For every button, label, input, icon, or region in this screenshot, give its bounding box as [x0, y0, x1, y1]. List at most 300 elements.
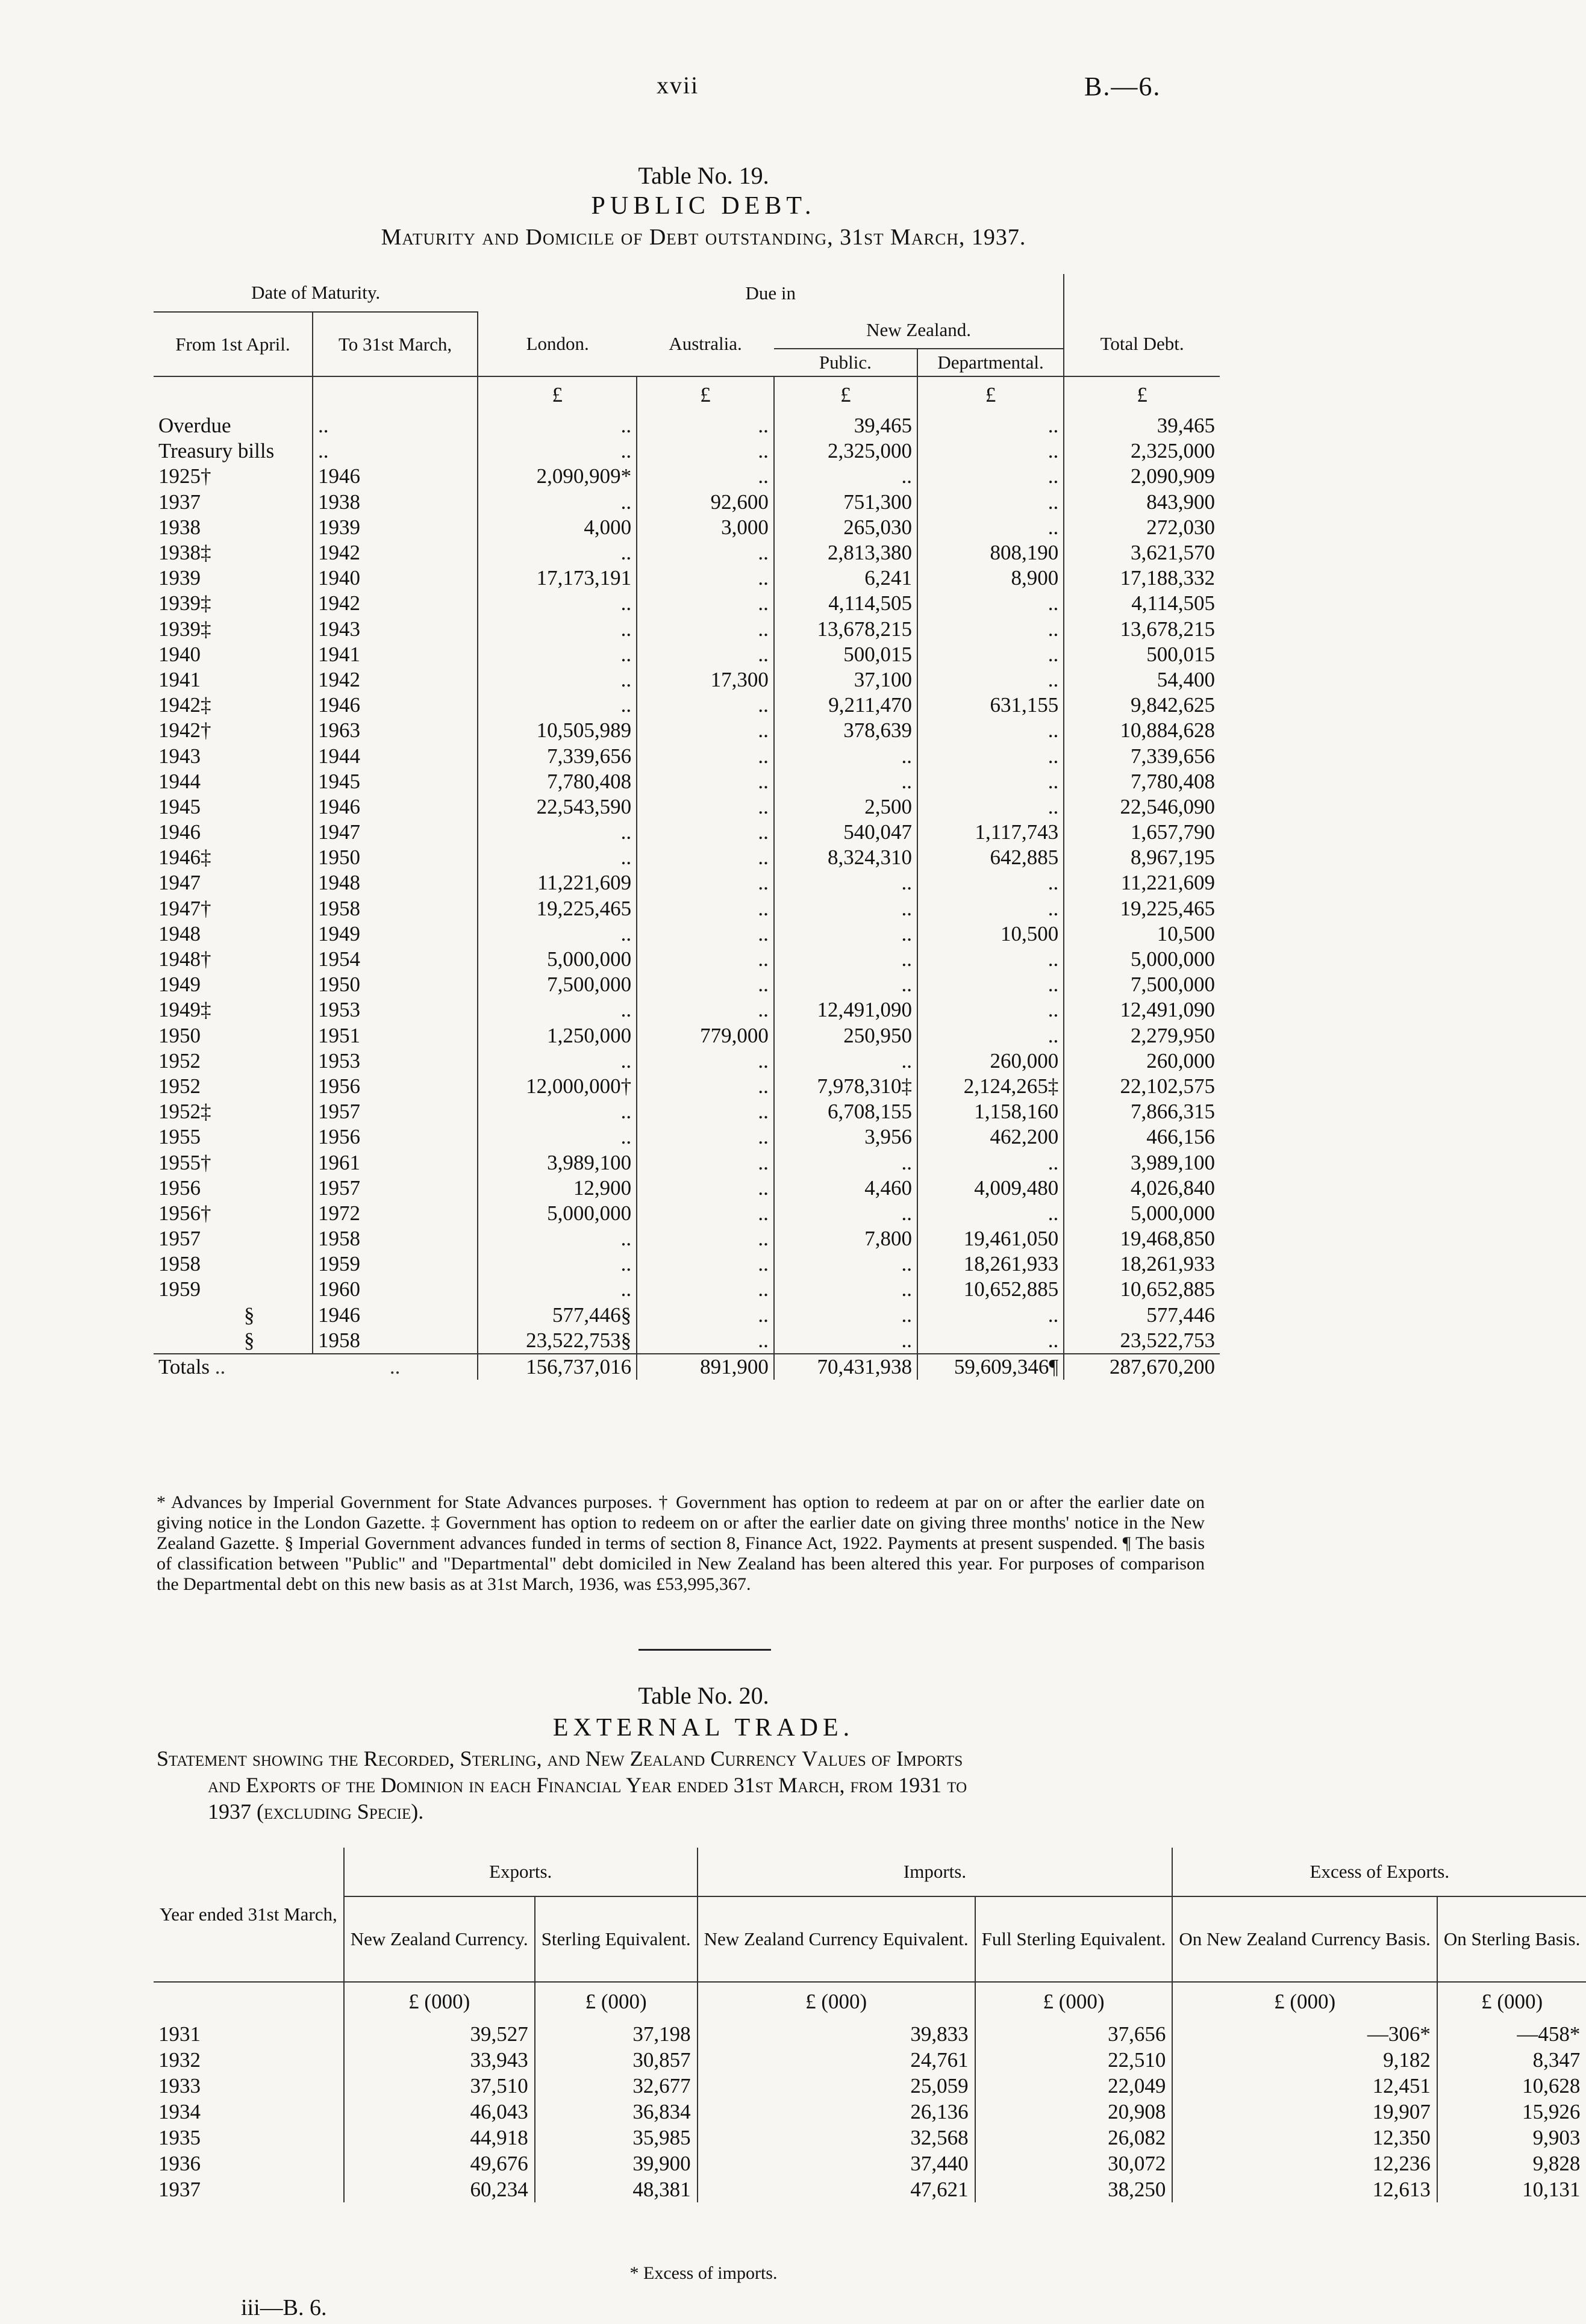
public-value: 9,211,470	[774, 693, 917, 718]
maturity-to: 1946	[313, 794, 478, 820]
total-value: 10,884,628	[1064, 718, 1220, 743]
london-value: 7,500,000	[478, 972, 637, 997]
table-20-number: Table No. 20.	[638, 1682, 769, 1709]
table-row	[154, 1048, 1220, 1074]
london-value: ..	[478, 413, 637, 438]
table-20-footnote: * Excess of imports.	[629, 2263, 778, 2283]
excess-sterling-value: 9,903	[1437, 2125, 1586, 2151]
australia-value: ..	[637, 794, 774, 820]
trade-year: 1935	[158, 2126, 201, 2149]
excess-nz-value: 12,236	[1172, 2151, 1437, 2176]
public-value: 8,324,310	[774, 845, 917, 870]
table-row	[154, 2047, 1586, 2073]
london-value: 12,000,000†	[478, 1074, 637, 1099]
table-row	[154, 617, 1220, 642]
maturity-to: 1950	[313, 972, 478, 997]
totals-australia: 891,900	[637, 1354, 774, 1380]
departmental-value: ..	[917, 769, 1064, 794]
totals-departmental: 59,609,346¶	[917, 1354, 1064, 1380]
currency-total: £	[1064, 376, 1220, 413]
table-row	[154, 769, 1220, 794]
australia-value: ..	[637, 464, 774, 489]
trade-year: 1931	[158, 2022, 201, 2046]
excess-nz-value: 12,613	[1172, 2176, 1437, 2202]
maturity-to: 1959	[313, 1251, 478, 1277]
maturity-from: 1947†	[158, 896, 211, 920]
maturity-from: 1956	[158, 1176, 201, 1200]
exports-sterling-value: 36,834	[535, 2099, 698, 2125]
departmental-value: ..	[917, 1303, 1064, 1328]
due-in-header: Due in	[745, 282, 796, 304]
table-row	[154, 540, 1220, 565]
london-value: 3,989,100	[478, 1150, 637, 1175]
totals-london: 156,737,016	[478, 1354, 637, 1380]
table-row	[154, 515, 1220, 540]
currency-london: £	[478, 376, 637, 413]
exports-nz-header: New Zealand Currency.	[344, 1896, 535, 1982]
public-header: Public.	[819, 352, 872, 373]
trade-year: 1936	[158, 2152, 201, 2175]
maturity-to: 1960	[313, 1277, 478, 1302]
maturity-to: 1963	[313, 718, 478, 743]
maturity-to: 1944	[313, 743, 478, 768]
public-value: 3,956	[774, 1124, 917, 1150]
currency-departmental: £	[917, 376, 1064, 413]
departmental-value: ..	[917, 591, 1064, 616]
departmental-value: ..	[917, 1201, 1064, 1226]
maturity-from: 1925†	[158, 464, 211, 488]
maturity-from: 1939‡	[158, 591, 211, 615]
maturity-to: 1946	[313, 1303, 478, 1328]
london-value: ..	[478, 921, 637, 947]
table-row	[154, 1176, 1220, 1201]
london-value: ..	[478, 1048, 637, 1074]
excess-sterling-value: 8,347	[1437, 2047, 1586, 2073]
table-row	[154, 693, 1220, 718]
total-value: 3,621,570	[1064, 540, 1220, 565]
london-value: ..	[478, 490, 637, 515]
total-value: 17,188,332	[1064, 565, 1220, 591]
excess-sterling-value: —458*	[1437, 2021, 1586, 2047]
maturity-to: 1943	[313, 617, 478, 642]
maturity-from: 1942‡	[158, 693, 211, 717]
exports-nz-value: 39,527	[344, 2021, 535, 2047]
total-value: 3,989,100	[1064, 1150, 1220, 1175]
maturity-to: 1948	[313, 870, 478, 896]
total-value: 2,325,000	[1064, 438, 1220, 464]
departmental-header: Departmental.	[917, 349, 1064, 376]
australia-value: ..	[637, 743, 774, 768]
public-value: ..	[774, 1251, 917, 1277]
public-value: ..	[774, 1201, 917, 1226]
public-value: 751,300	[774, 490, 917, 515]
public-value: 7,800	[774, 1226, 917, 1251]
imports-nz-value: 39,833	[698, 2021, 975, 2047]
australia-value: ..	[637, 1201, 774, 1226]
table-row	[154, 896, 1220, 921]
table-row	[154, 845, 1220, 870]
departmental-value: 642,885	[917, 845, 1064, 870]
maturity-to: 1942	[313, 591, 478, 616]
total-value: 7,500,000	[1064, 972, 1220, 997]
total-value: 260,000	[1064, 1048, 1220, 1074]
departmental-value: ..	[917, 1150, 1064, 1175]
maturity-from: 1938	[158, 515, 201, 539]
london-value: ..	[478, 1251, 637, 1277]
table-row	[154, 997, 1220, 1023]
maturity-from: 1943	[158, 744, 201, 768]
departmental-value: ..	[917, 972, 1064, 997]
australia-value: ..	[637, 921, 774, 947]
imports-sterling-header: Full Sterling Equivalent.	[975, 1896, 1173, 1982]
exports-sterling-value: 37,198	[535, 2021, 698, 2047]
departmental-value: ..	[917, 997, 1064, 1023]
maturity-to: 1956	[313, 1124, 478, 1150]
table-20-subtitle-3: 1937 (excluding Specie).	[208, 1799, 424, 1824]
departmental-value: ..	[917, 438, 1064, 464]
australia-value: ..	[637, 413, 774, 438]
page-number: xvii	[657, 72, 699, 99]
exports-header: Exports.	[344, 1848, 698, 1896]
maturity-from: §	[244, 1303, 255, 1327]
maturity-from: 1952‡	[158, 1100, 211, 1124]
departmental-value: ..	[917, 413, 1064, 438]
maturity-from: 1938‡	[158, 541, 211, 565]
total-value: 466,156	[1064, 1124, 1220, 1150]
maturity-to: 1958	[313, 896, 478, 921]
table-row	[154, 743, 1220, 768]
totals-dots: ..	[389, 1355, 401, 1379]
maturity-from: 1947	[158, 871, 201, 895]
maturity-to: ..	[313, 438, 478, 464]
total-debt-header: Total Debt.	[1064, 312, 1220, 376]
london-value: 17,173,191	[478, 565, 637, 591]
public-value: 39,465	[774, 413, 917, 438]
departmental-value: 1,158,160	[917, 1099, 1064, 1124]
maturity-to: 1945	[313, 769, 478, 794]
maturity-to: 1958	[313, 1226, 478, 1251]
currency-australia: £	[637, 376, 774, 413]
imports-sterling-value: 37,656	[975, 2021, 1173, 2047]
australia-value: ..	[637, 845, 774, 870]
exports-nz-value: 44,918	[344, 2125, 535, 2151]
exports-sterling-header: Sterling Equivalent.	[535, 1896, 698, 1982]
australia-value: ..	[637, 1124, 774, 1150]
table-row	[154, 2099, 1586, 2125]
departmental-value: 2,124,265‡	[917, 1074, 1064, 1099]
london-value: ..	[478, 693, 637, 718]
departmental-value: ..	[917, 794, 1064, 820]
australia-value: ..	[637, 972, 774, 997]
table-19-notes: * Advances by Imperial Government for State Advances purposes. † Government has option to redeem at par on or after the earlier date on giving notice in the London Gazette. ‡ Government has option to redeem on or after the earlier date on giving three months' notice in the New Zealand Gazette. § Imperial Government advances funded in terms of section 8, Finance Act, 1922. Payments at present suspended. ¶ The basis of classification between "Public" and "Departmental" debt domiciled in New Zealand has been altered this year. For purposes of comparison the Departmental debt on this new basis as at 31st March, 1936, was £53,995,367.	[157, 1492, 1205, 1594]
public-value: 2,500	[774, 794, 917, 820]
imports-sterling-value: 22,510	[975, 2047, 1173, 2073]
table-row	[154, 870, 1220, 896]
maturity-from: 1959	[158, 1277, 201, 1301]
london-value: 2,090,909*	[478, 464, 637, 489]
london-value: 7,780,408	[478, 769, 637, 794]
table-row	[154, 1251, 1220, 1277]
trade-year: 1934	[158, 2100, 201, 2123]
maturity-from: 1948	[158, 921, 201, 945]
excess-nz-value: —306*	[1172, 2021, 1437, 2047]
london-value: ..	[478, 1226, 637, 1251]
table-row	[154, 1074, 1220, 1099]
maturity-to: 1946	[313, 693, 478, 718]
australia-value: ..	[637, 565, 774, 591]
public-value: 378,639	[774, 718, 917, 743]
maturity-to: 1938	[313, 490, 478, 515]
document-code: B.—6.	[1084, 72, 1161, 101]
table-row	[154, 490, 1220, 515]
australia-value: ..	[637, 540, 774, 565]
public-value: 2,813,380	[774, 540, 917, 565]
total-value: 39,465	[1064, 413, 1220, 438]
total-value: 22,546,090	[1064, 794, 1220, 820]
maturity-to: 1953	[313, 997, 478, 1023]
public-debt-table	[154, 274, 1220, 1380]
table-row	[154, 1303, 1220, 1328]
table-20-subtitle-1: Statement showing the Recorded, Sterling, and New Zealand Currency Values of Imports	[157, 1746, 963, 1771]
table-row	[154, 972, 1220, 997]
public-value: ..	[774, 464, 917, 489]
maturity-from: 1940	[158, 642, 201, 666]
total-value: 7,339,656	[1064, 743, 1220, 768]
australia-value: 779,000	[637, 1023, 774, 1048]
london-value: ..	[478, 820, 637, 845]
australia-value: ..	[637, 1251, 774, 1277]
australia-value: ..	[637, 1226, 774, 1251]
maturity-to: 1957	[313, 1099, 478, 1124]
total-value: 5,000,000	[1064, 947, 1220, 972]
london-value: ..	[478, 997, 637, 1023]
unit-imports-sterling: £ (000)	[975, 1982, 1173, 2021]
departmental-value: ..	[917, 870, 1064, 896]
departmental-value: 260,000	[917, 1048, 1064, 1074]
total-value: 22,102,575	[1064, 1074, 1220, 1099]
totals-public: 70,431,938	[774, 1354, 917, 1380]
exports-sterling-value: 48,381	[535, 2176, 698, 2202]
maturity-from: 1957	[158, 1227, 201, 1251]
maturity-from: 1941	[158, 667, 201, 691]
excess-sterling-value: 10,628	[1437, 2073, 1586, 2099]
total-value: 11,221,609	[1064, 870, 1220, 896]
departmental-value: 18,261,933	[917, 1251, 1064, 1277]
total-value: 54,400	[1064, 667, 1220, 693]
departmental-value: 8,900	[917, 565, 1064, 591]
australia-value: 17,300	[637, 667, 774, 693]
public-value: ..	[774, 870, 917, 896]
table-row	[154, 2151, 1586, 2176]
table-row	[154, 1023, 1220, 1048]
departmental-value: ..	[917, 896, 1064, 921]
table-row	[154, 2176, 1586, 2202]
unit-exports-nz: £ (000)	[344, 1982, 535, 2021]
exports-sterling-value: 30,857	[535, 2047, 698, 2073]
public-value: ..	[774, 921, 917, 947]
total-value: 12,491,090	[1064, 997, 1220, 1023]
london-value: ..	[478, 1099, 637, 1124]
australia-value: ..	[637, 1150, 774, 1175]
imports-sterling-value: 22,049	[975, 2073, 1173, 2099]
maturity-to: 1942	[313, 667, 478, 693]
departmental-value: ..	[917, 947, 1064, 972]
maturity-from: 1939‡	[158, 617, 211, 641]
public-value: 265,030	[774, 515, 917, 540]
public-value: 6,241	[774, 565, 917, 591]
imports-nz-value: 25,059	[698, 2073, 975, 2099]
table-row	[154, 464, 1220, 489]
total-value: 2,090,909	[1064, 464, 1220, 489]
london-value: 23,522,753§	[478, 1328, 637, 1354]
excess-nz-value: 12,350	[1172, 2125, 1437, 2151]
exports-sterling-value: 32,677	[535, 2073, 698, 2099]
maturity-to: 1972	[313, 1201, 478, 1226]
table-row	[154, 2125, 1586, 2151]
exports-nz-value: 33,943	[344, 2047, 535, 2073]
unit-excess-nz: £ (000)	[1172, 1982, 1437, 2021]
table-row	[154, 591, 1220, 616]
total-value: 19,225,465	[1064, 896, 1220, 921]
imports-nz-value: 37,440	[698, 2151, 975, 2176]
departmental-value: ..	[917, 718, 1064, 743]
excess-nz-value: 12,451	[1172, 2073, 1437, 2099]
table-row	[154, 565, 1220, 591]
trade-year: 1937	[158, 2178, 201, 2201]
departmental-value: 10,500	[917, 921, 1064, 947]
table-19-title: PUBLIC DEBT.	[591, 192, 816, 220]
public-value: 13,678,215	[774, 617, 917, 642]
maturity-from: 1949	[158, 973, 201, 997]
maturity-to: 1956	[313, 1074, 478, 1099]
london-value: 577,446§	[478, 1303, 637, 1328]
departmental-value: ..	[917, 642, 1064, 667]
london-value: ..	[478, 1124, 637, 1150]
maturity-to: 1949	[313, 921, 478, 947]
imports-header: Imports.	[698, 1848, 1173, 1896]
departmental-value: 1,117,743	[917, 820, 1064, 845]
departmental-value: 10,652,885	[917, 1277, 1064, 1302]
maturity-from: Overdue	[158, 414, 231, 438]
australia-value: 92,600	[637, 490, 774, 515]
australia-value: ..	[637, 718, 774, 743]
table-row	[154, 794, 1220, 820]
table-row	[154, 438, 1220, 464]
departmental-value: 808,190	[917, 540, 1064, 565]
public-value: 6,708,155	[774, 1099, 917, 1124]
public-value: 2,325,000	[774, 438, 917, 464]
australia-value: ..	[637, 997, 774, 1023]
currency-public: £	[774, 376, 917, 413]
public-value: 12,491,090	[774, 997, 917, 1023]
australia-value: ..	[637, 693, 774, 718]
total-value: 10,500	[1064, 921, 1220, 947]
total-value: 272,030	[1064, 515, 1220, 540]
public-value: ..	[774, 1328, 917, 1354]
total-value: 5,000,000	[1064, 1201, 1220, 1226]
public-value: 37,100	[774, 667, 917, 693]
table-row	[154, 1226, 1220, 1251]
departmental-value: 4,009,480	[917, 1176, 1064, 1201]
maturity-from: 1942†	[158, 718, 211, 743]
maturity-from: 1955†	[158, 1150, 211, 1174]
maturity-to: 1942	[313, 540, 478, 565]
maturity-to: 1961	[313, 1150, 478, 1175]
table-19-subtitle: Maturity and Domicile of Debt outstanding, 31st March, 1937.	[381, 225, 1026, 250]
total-value: 843,900	[1064, 490, 1220, 515]
maturity-from: 1958	[158, 1252, 201, 1276]
unit-excess-sterling: £ (000)	[1437, 1982, 1586, 2021]
london-value: 11,221,609	[478, 870, 637, 896]
departmental-value: ..	[917, 1023, 1064, 1048]
page-signature: iii—B. 6.	[241, 2295, 327, 2320]
maturity-to: 1939	[313, 515, 478, 540]
maturity-to: 1950	[313, 845, 478, 870]
date-of-maturity-header: Date of Maturity.	[251, 282, 381, 303]
excess-sterling-value: 10,131	[1437, 2176, 1586, 2202]
unit-imports-nz: £ (000)	[698, 1982, 975, 2021]
total-value: 10,652,885	[1064, 1277, 1220, 1302]
departmental-value: ..	[917, 667, 1064, 693]
exports-nz-value: 37,510	[344, 2073, 535, 2099]
imports-nz-value: 32,568	[698, 2125, 975, 2151]
australia-value: ..	[637, 769, 774, 794]
maturity-from: 1939	[158, 566, 201, 590]
public-value: ..	[774, 896, 917, 921]
table-row	[154, 2073, 1586, 2099]
departmental-value: 631,155	[917, 693, 1064, 718]
public-value: ..	[774, 1277, 917, 1302]
public-value: ..	[774, 1048, 917, 1074]
table-row	[154, 1099, 1220, 1124]
total-value: 9,842,625	[1064, 693, 1220, 718]
maturity-from: 1955	[158, 1125, 201, 1149]
london-value: ..	[478, 591, 637, 616]
exports-nz-value: 46,043	[344, 2099, 535, 2125]
maturity-from: 1948†	[158, 947, 211, 971]
australia-value: ..	[637, 642, 774, 667]
table-row	[154, 947, 1220, 972]
exports-nz-value: 49,676	[344, 2151, 535, 2176]
departmental-value: ..	[917, 515, 1064, 540]
maturity-from: 1952	[158, 1074, 201, 1098]
australia-value: 3,000	[637, 515, 774, 540]
exports-nz-value: 60,234	[344, 2176, 535, 2202]
australia-value: ..	[637, 870, 774, 896]
trade-year: 1933	[158, 2074, 201, 2098]
to-header: To 31st March,	[313, 312, 478, 376]
australia-value: ..	[637, 896, 774, 921]
australia-value: ..	[637, 1099, 774, 1124]
maturity-to: 1958	[313, 1328, 478, 1354]
maturity-to: 1941	[313, 642, 478, 667]
exports-sterling-value: 39,900	[535, 2151, 698, 2176]
maturity-to: 1957	[313, 1176, 478, 1201]
total-value: 18,261,933	[1064, 1251, 1220, 1277]
maturity-to: 1946	[313, 464, 478, 489]
table-row	[154, 1328, 1220, 1354]
london-value: ..	[478, 540, 637, 565]
exports-sterling-value: 35,985	[535, 2125, 698, 2151]
total-value: 8,967,195	[1064, 845, 1220, 870]
table-row	[154, 1277, 1220, 1302]
london-value: 1,250,000	[478, 1023, 637, 1048]
london-header: London.	[478, 312, 637, 376]
totals-label: Totals ..	[158, 1355, 226, 1379]
table-row	[154, 1201, 1220, 1226]
trade-year: 1932	[158, 2048, 201, 2072]
table-20-title: EXTERNAL TRADE.	[552, 1714, 855, 1742]
